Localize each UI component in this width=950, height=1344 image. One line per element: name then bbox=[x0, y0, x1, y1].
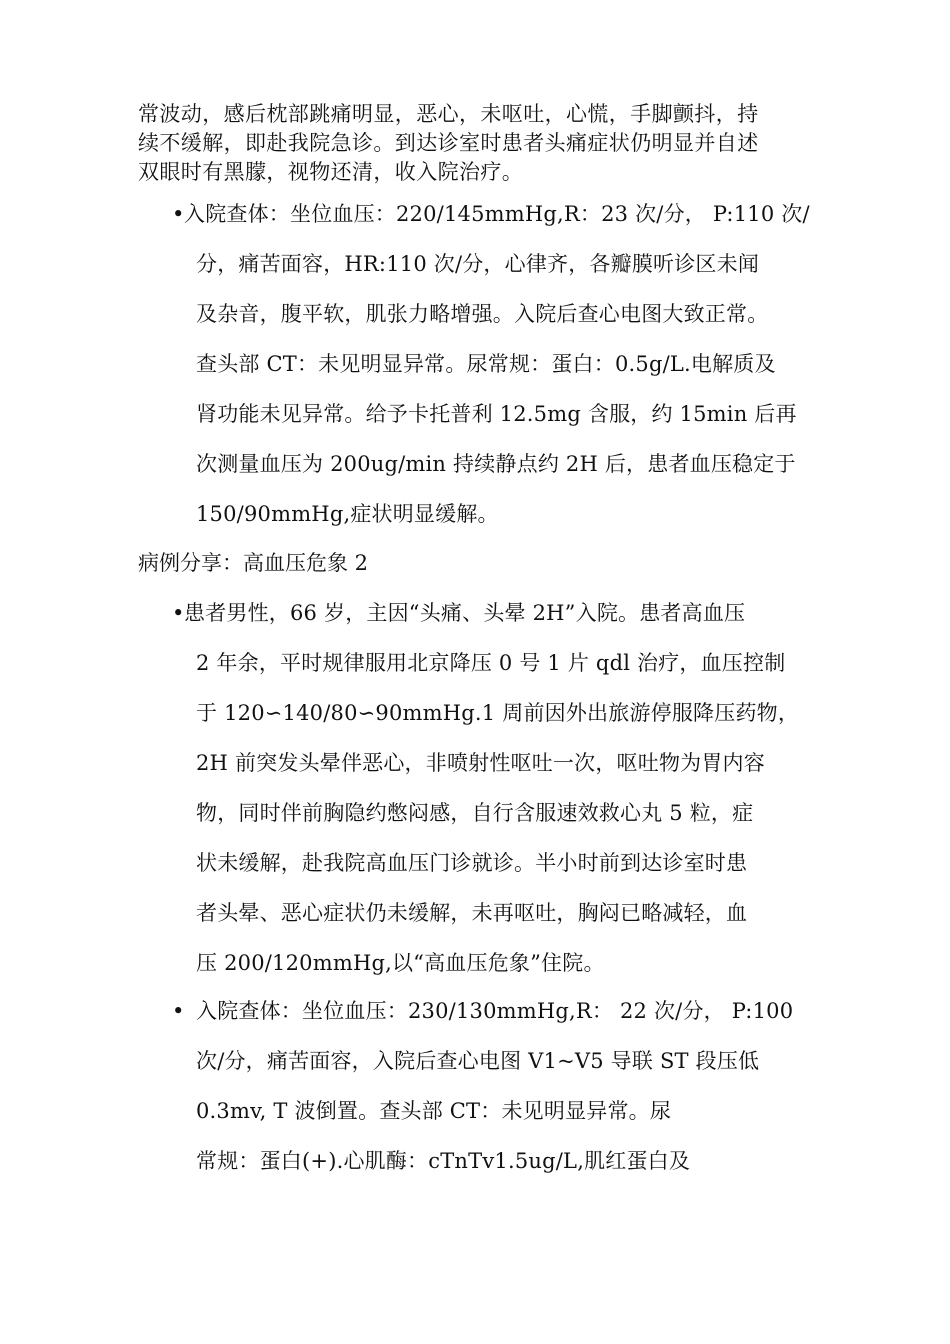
case2-exam-section bbox=[138, 986, 858, 1186]
case2-exam-line: 次/分，痛苦面容，入院后查心电图 V1~V5 导联 ST 段压低 bbox=[196, 1049, 760, 1073]
case2-heading: 病例分享：高血压危象 2 bbox=[138, 551, 369, 575]
case2-exam-line: 0.3mv, T 波倒置。查头部 CT：未见明显异常。尿 bbox=[196, 1099, 672, 1123]
case1-exam-line: 入院查体：坐位血压：220/145mmHg,R：23 次/分， P:110 次/ bbox=[184, 202, 810, 226]
case2-history-line: 2 年余，平时规律服用北京降压 0 号 1 片 qdl 治疗，血压控制 bbox=[196, 651, 786, 675]
case2-history-line: 状未缓解，赴我院高血压门诊就诊。半小时前到达诊室时患 bbox=[196, 851, 748, 875]
case2-heading-section bbox=[138, 538, 858, 588]
case2-history-line: 压 200/120mmHg,以“高血压危象”住院。 bbox=[196, 951, 605, 975]
case1-exam-line: 肾功能未见异常。给予卡托普利 12.5mg 含服，约 15min 后再 bbox=[196, 402, 797, 426]
case1-exam-line: 150/90mmHg,症状明显缓解。 bbox=[196, 502, 499, 526]
case2-history-line: 者头晕、恶心症状仍未缓解，未再呕吐，胸闷已略减轻，血 bbox=[196, 901, 748, 925]
case1-exam-line: 及杂音，腹平软，肌张力略增强。入院后查心电图大致正常。 bbox=[196, 302, 769, 326]
case2-exam-paragraph bbox=[138, 986, 858, 1186]
case1-exam-line: 分，痛苦面容，HR:110 次/分，心律齐，各瓣膜听诊区未闻 bbox=[196, 252, 760, 276]
case2-history-section bbox=[138, 588, 858, 988]
case1-exam-line: 次测量血压为 200ug/min 持续静点约 2H 后，患者血压稳定于 bbox=[196, 452, 796, 476]
bullet-marker: • bbox=[172, 999, 185, 1023]
case1-exam-section bbox=[138, 189, 858, 539]
case2-history-line: 患者男性，66 岁，主因“头痛、头晕 2H”入院。患者高血压 bbox=[184, 601, 746, 625]
case2-history-line: 物，同时伴前胸隐约憋闷感，自行含服速效救心丸 5 粒，症 bbox=[196, 801, 754, 825]
bullet-marker: • bbox=[172, 202, 185, 226]
case2-history-paragraph bbox=[138, 588, 858, 988]
bullet-marker: • bbox=[172, 601, 185, 625]
intro-line: 续不缓解，即赴我院急诊。到达诊室时患者头痛症状仍明显并自述 bbox=[138, 131, 759, 155]
case1-exam-line: 查头部 CT：未见明显异常。尿常规：蛋白：0.5g/L.电解质及 bbox=[196, 352, 776, 376]
case2-history-line: 于 120∽140/80∽90mmHg.1 周前因外出旅游停服降压药物， bbox=[196, 701, 800, 725]
intro-paragraph bbox=[138, 100, 828, 187]
case2-exam-line: 常规：蛋白(+).心肌酶：cTnTv1.5ug/L,肌红蛋白及 bbox=[196, 1149, 691, 1173]
case2-exam-line: 入院查体：坐位血压：230/130mmHg,R： 22 次/分， P:100 bbox=[196, 999, 794, 1023]
intro-line: 常波动，感后枕部跳痛明显，恶心，未呕吐，心慌，手脚颤抖，持 bbox=[138, 102, 759, 126]
case1-exam-paragraph bbox=[138, 189, 858, 539]
intro-line: 双眼时有黑朦，视物还清，收入院治疗。 bbox=[138, 160, 524, 184]
case2-history-line: 2H 前突发头晕伴恶心，非喷射性呕吐一次，呕吐物为胃内容 bbox=[196, 751, 765, 775]
